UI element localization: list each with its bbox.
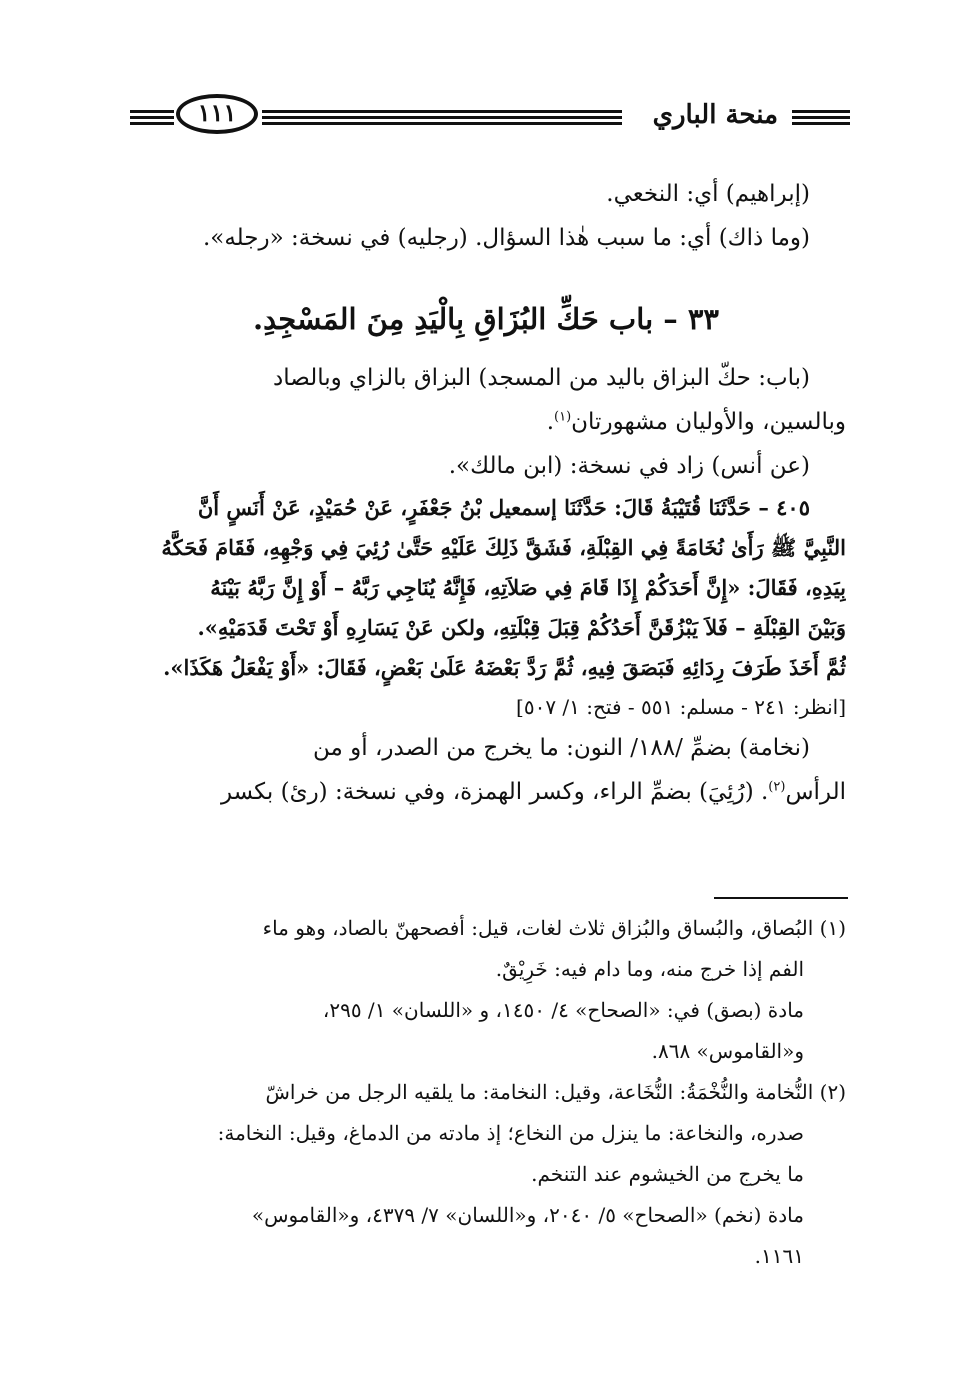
text-line: (إبراهيم) أي: النخعي.: [606, 181, 810, 207]
text-line: (عن أنس) زاد في نسخة: (ابن مالك».: [448, 453, 810, 479]
hadith-line: وَبَيْنَ القِبْلَةِ – فَلاَ يَبْزُقَنَّ أَحَدُكُمْ قِبَلَ قِبْلَتِهِ، ولكن عَنْ يَسَارِهِ أَوْ تَحْتَ قَدَمَيْهِ».: [197, 615, 846, 640]
footnote-ref: (٢): [768, 779, 786, 795]
text-span: . (رُئِيَ) بضمِّ الراء، وكسر الهمزة، وفي نسخة: (رئ) بكسر: [220, 779, 769, 805]
hadith-line: بِيَدِهِ، فَقَالَ: «إِنَّ أَحَدَكُمْ إِذَا قَامَ فِي صَلاَتِهِ، فَإِنَّهُ يُنَاجِي رَبَّهُ – أَوْ إِنَّ رَبَّهُ بَيْنَهُ: [210, 575, 846, 600]
hadith-line: النَّبِيَّ ﷺ رَأَىٰ نُخَامَةً فِي القِبْلَةِ، فَشَقَّ ذَلِكَ عَلَيْهِ حَتَّىٰ رُئِيَ فِي وَجْهِهِ، فَقَامَ فَحَكَّهُ: [161, 535, 846, 560]
text-line: [126, 400, 846, 444]
chapter-heading: ٣٣ – باب حَكِّ البُزَاقِ بِالْيَدِ مِنَ المَسْجِدِ.: [252, 302, 719, 336]
footnote-line: مادة (نخم) «الصحاح» ٥/ ٢٠٤٠، و«اللسان» ٧/ ٤٣٧٩، و«القاموس»: [251, 1203, 804, 1227]
text-span: وبالسين، والأوليان مشهورتان: [571, 409, 846, 435]
footnote-ref: (١): [554, 409, 572, 425]
text-line: (وما ذاك) أي: ما سبب هٰذا السؤال. (رجليه) في نسخة: «رجله».: [202, 225, 810, 251]
header-rule-left: [130, 110, 174, 128]
book-title: منحة الباري: [652, 100, 778, 130]
footnote-line: (٢) النُّخامة والنُّخْمَةُ: النُّخَاعة، وقيل: النخامة: ما يلقيه الرجل من خراشّ: [265, 1080, 846, 1104]
running-header: [130, 92, 850, 144]
text-line: (باب: حكّ البزاق باليد من المسجد) البزاق بالزاي وبالصاد: [273, 365, 810, 391]
footnote-line: الفم إذا خرج منه، وما دام فيه: خَرِيْقٌ.: [495, 957, 804, 981]
footnote-line: ١١٦١.: [754, 1244, 804, 1268]
header-rule-long: [262, 110, 622, 128]
footnote-line: مادة (بصق) في: «الصحاح» ٤/ ١٤٥٠، و «اللسان» ١/ ٢٩٥،: [322, 998, 804, 1022]
hadith-line: ثُمَّ أَخَذَ طَرَفَ رِدَائِهِ فَبَصَقَ فِيهِ، ثُمَّ رَدَّ بَعْضَهُ عَلَىٰ بَعْضٍ، فَقَالَ: «أَوْ يَفْعَلُ هَكَذَا».: [163, 655, 846, 680]
footnote-line: ما يخرج من الخيشوم عند التنخم.: [531, 1162, 804, 1186]
hadith-reference: [انظر: ٢٤١ - مسلم: ٥٥١ - فتح: ١/ ٥٠٧]: [516, 695, 846, 719]
page-number: ١١١: [176, 94, 258, 134]
footnote-line: (١) البُصاق، والبُساق والبُزاق ثلاث لغات، قيل: أفصحهنّ بالصاد، وهو ماء: [262, 916, 846, 940]
footnote-line: صدره، والنخاعة: ما ينزل من النخاع؛ إذ مادته من الدماغ، وقيل: النخامة:: [217, 1121, 804, 1145]
header-rule-right: [792, 110, 850, 128]
text-span: الرأس: [785, 779, 846, 805]
text-line: (نخامة) بضمِّ /١٨٨/ النون: ما يخرج من الصدر، أو من: [313, 735, 810, 761]
footnote-line: و«القاموس» ٨٦٨.: [651, 1039, 804, 1063]
text-span: .: [546, 409, 555, 435]
footnote-separator: [714, 897, 848, 899]
footnotes: [126, 908, 846, 1277]
hadith-line: ٤٠٥ – حَدَّثَنَا قُتَيْبَةُ قَالَ: حَدَّثَنَا إسمعيل بْنُ جَعْفَرٍ، عَنْ حُمَيْدٍ، عَنْ أَنَسٍ أَنَّ: [197, 495, 810, 520]
text-line: [126, 770, 846, 814]
main-text: [126, 172, 846, 814]
